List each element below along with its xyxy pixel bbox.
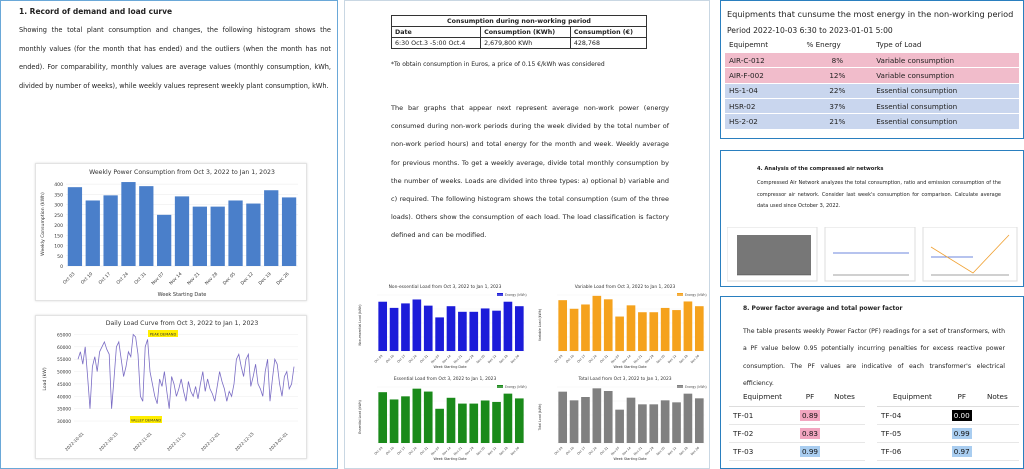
power-factor-section: [720, 296, 1024, 469]
x-tick-label: Oct 03: [373, 353, 384, 364]
x-tick-label: Nov 28: [464, 445, 475, 457]
x-tick-label: Oct 31: [133, 271, 148, 286]
chart-title: Variable Load from Oct 3, 2022 to Jan 1, 2023: [574, 285, 676, 290]
table-header: Notes: [976, 388, 1019, 406]
top-consumers-table: [725, 37, 1019, 130]
bar: [390, 399, 399, 443]
y-axis-label: Non-essential Load (kWh): [358, 304, 362, 346]
notes-cell: [824, 424, 865, 442]
notes-cell: [824, 442, 865, 460]
table-row: [725, 99, 1019, 114]
legend-label: Energy (kWh): [505, 385, 527, 389]
bar: [282, 197, 296, 266]
x-tick-label: Dec 12: [486, 353, 498, 365]
table-row: [877, 424, 1019, 442]
chart-title: Total Load from Oct 3, 2022 to Jan 1, 2023: [578, 377, 672, 382]
bar: [504, 302, 513, 351]
bar: [515, 398, 524, 443]
bar: [581, 304, 590, 351]
bar: [661, 400, 670, 443]
bar: [378, 392, 387, 443]
chart-title: Weekly Power Consumption from Oct 3, 2022 to Jan 1, 2023: [89, 169, 275, 176]
y-tick-label: 50: [57, 254, 63, 260]
section-title: 4. Analysis of the compressed air networks: [757, 166, 884, 172]
mini-chart-svg: [535, 281, 710, 371]
load-type-cell: Essential consumption: [872, 114, 1019, 129]
x-tick-label: 2022-10-01: [63, 431, 85, 452]
equipment-cell: AIR-C-012: [725, 52, 803, 67]
x-tick-label: Oct 17: [396, 445, 407, 456]
table-row: [729, 424, 865, 442]
table-row: [392, 38, 647, 49]
bar: [570, 400, 579, 443]
x-tick-label: 2023-01-01: [267, 431, 289, 452]
x-tick-label: Nov 21: [632, 445, 644, 457]
pf-value-cell: [948, 424, 976, 442]
daily-chart-svg: [36, 316, 308, 460]
table-header: Equipment: [729, 388, 796, 406]
x-tick-label: Oct 24: [407, 445, 418, 456]
bar: [558, 392, 567, 443]
bar: [447, 306, 456, 351]
air-thumb-fill: [737, 235, 811, 275]
y-tick-label: 40000: [57, 395, 71, 401]
bar: [695, 306, 704, 351]
energy-pct-cell: 12%: [803, 68, 873, 83]
bar: [413, 389, 422, 443]
non-working-consumption-section: [344, 0, 710, 469]
pf-value: 0.89: [801, 410, 818, 420]
table-row: [729, 442, 865, 460]
equipment-cell: HS-1-04: [725, 83, 803, 98]
chart-title: Daily Load Curve from Oct 3, 2022 to Jan 1, 2023: [105, 320, 259, 327]
bar: [661, 308, 670, 351]
x-axis-label: Week Starting Date: [613, 365, 647, 369]
equipment-cell: HS-2-02: [725, 114, 803, 129]
x-tick-label: Nov 14: [441, 445, 452, 457]
pf-value-cell: [796, 442, 824, 460]
bar: [435, 317, 444, 351]
x-tick-label: Dec 05: [222, 271, 237, 287]
x-tick-label: Oct 31: [599, 445, 609, 456]
bar: [378, 302, 387, 351]
y-tick-label: 400: [54, 183, 63, 189]
table-header: PF: [796, 388, 824, 406]
equipment-cell: TF-04: [877, 406, 948, 424]
table-header: Notes: [824, 388, 865, 406]
chart-title: Essential Load from Oct 3, 2022 to Jan 1, 2023: [393, 377, 497, 382]
y-tick-label: 300: [54, 203, 63, 209]
notes-cell: [976, 406, 1019, 424]
bar: [504, 394, 513, 443]
pf-value: 0.83: [801, 428, 818, 438]
x-tick-label: Nov 07: [609, 353, 621, 365]
bar: [175, 196, 189, 266]
x-tick-label: Oct 24: [587, 445, 598, 456]
pf-table-left: [729, 388, 865, 461]
y-axis-label: Weekly Consumption (kWh): [41, 192, 46, 256]
notes-cell: [976, 424, 1019, 442]
x-tick-label: Oct 31: [419, 353, 429, 364]
bar: [627, 398, 636, 443]
energy-pct-cell: 21%: [803, 114, 873, 129]
legend-swatch: [497, 293, 503, 296]
bar: [581, 397, 590, 443]
legend-swatch: [677, 293, 683, 296]
period-label: Period 2022-10-03 6:30 to 2023-01-01 5:00: [727, 26, 893, 35]
y-tick-label: 100: [54, 244, 63, 250]
bar: [695, 398, 704, 443]
legend-label: Energy (kWh): [505, 293, 527, 297]
load-type-cell: Essential consumption: [872, 83, 1019, 98]
table-header: Consumption (KWh): [481, 27, 571, 38]
table-cell: 6:30 Oct.3 -5:00 Oct.4: [392, 38, 481, 49]
energy-pct-cell: 37%: [803, 99, 873, 114]
energy-pct-cell: 8%: [803, 52, 873, 67]
bar: [604, 391, 613, 443]
notes-cell: [824, 406, 865, 424]
section-paragraph: The bar graphs that appear next represent average non-work power (energy consumed during non-work periods during the week divided by the total number of non-work period hours) and total energy for the month and week. Weekly average for previous months. To get a weekly average, divide total monthly consumption by the number of weeks. Loads are divided into three types: a) optional b) variable and c) required. The following histogram shows the total consumption (sum of the three loads). Others show the consumption of each load. The load classification is factory defined and can be modified.: [391, 104, 669, 240]
x-tick-label: Oct 24: [116, 271, 130, 286]
bar: [570, 309, 579, 351]
bar: [424, 392, 433, 443]
y-tick-label: 200: [54, 224, 63, 230]
x-tick-label: Nov 14: [621, 445, 632, 457]
x-tick-label: Oct 24: [407, 353, 418, 364]
x-tick-label: Dec 12: [486, 445, 498, 457]
section-title: 1. Record of demand and load curve: [19, 7, 173, 16]
x-tick-label: Oct 10: [564, 445, 575, 456]
price-note: *To obtain consumption in Euros, a price of 0.15 €/kWh was considered: [391, 61, 605, 68]
weekly-consumption-chart: [35, 163, 307, 301]
x-tick-label: 2022-11-01: [131, 431, 153, 452]
x-tick-label: Dec 05: [655, 445, 666, 457]
bar: [593, 388, 602, 443]
table-header: Equipemnt: [725, 37, 803, 52]
x-tick-label: Oct 10: [384, 445, 395, 456]
bar: [401, 303, 410, 351]
y-tick-label: 55000: [57, 358, 71, 364]
x-tick-label: Nov 28: [464, 353, 475, 365]
x-tick-label: Oct 31: [599, 353, 609, 364]
bar: [103, 195, 117, 266]
legend-label: Energy (kWh): [685, 293, 707, 297]
peak-demand-label: PEAK DEMAND: [149, 332, 177, 337]
table-cell: 2,679,800 KWh: [481, 38, 571, 49]
variable-load-chart: [535, 281, 710, 371]
pf-value-cell: [796, 406, 824, 424]
x-tick-label: Nov 28: [644, 353, 655, 365]
x-tick-label: Dec 12: [666, 445, 678, 457]
table-header: % Energy: [803, 37, 873, 52]
x-tick-label: Nov 21: [452, 353, 464, 365]
x-tick-label: Oct 17: [576, 445, 587, 456]
y-tick-label: 65000: [57, 333, 71, 339]
x-tick-label: Dec 12: [240, 271, 255, 287]
y-tick-label: 50000: [57, 370, 71, 376]
table-header: Date: [392, 27, 481, 38]
load-type-cell: Variable consumption: [872, 68, 1019, 83]
y-tick-label: 150: [54, 234, 63, 240]
bar: [401, 396, 410, 443]
table-header: Equipment: [877, 388, 948, 406]
legend-swatch: [677, 385, 683, 388]
section-title: Equipments that cunsume the most energy in the non-working period: [727, 9, 1014, 19]
y-tick-label: 45000: [57, 382, 71, 388]
energy-pct-cell: 22%: [803, 83, 873, 98]
x-tick-label: Nov 21: [632, 353, 644, 365]
x-tick-label: Oct 10: [80, 271, 95, 286]
y-tick-label: 350: [54, 193, 63, 199]
x-tick-label: Oct 17: [98, 271, 113, 286]
compressed-air-thumbnails: [727, 227, 1019, 283]
bar: [627, 305, 636, 351]
x-tick-label: Oct 31: [419, 445, 429, 456]
x-tick-label: Dec 05: [655, 353, 666, 365]
table-header: Consumption (€): [570, 27, 646, 38]
bar: [615, 410, 624, 443]
x-tick-label: Nov 28: [644, 445, 655, 457]
x-tick-label: Dec 05: [475, 445, 486, 457]
x-tick-label: Dec 19: [498, 445, 509, 457]
bar: [264, 190, 278, 266]
mini-chart-svg: [355, 373, 531, 463]
x-tick-label: Nov 07: [609, 445, 621, 457]
table-caption: Consumption during non-working period: [392, 16, 647, 27]
legend-swatch: [497, 385, 503, 388]
table-cell: 428,768: [570, 38, 646, 49]
pf-table-right: [877, 388, 1019, 461]
x-tick-label: Nov 21: [186, 271, 202, 287]
equipment-cell: TF-01: [729, 406, 796, 424]
bar: [139, 186, 153, 266]
bar: [390, 308, 399, 351]
x-tick-label: Oct 03: [553, 445, 564, 456]
bar: [558, 300, 567, 351]
bar: [469, 404, 478, 443]
pf-value-cell: [948, 406, 976, 424]
essential-load-chart: [355, 373, 531, 463]
table-row: [725, 68, 1019, 83]
bar: [649, 312, 658, 351]
bar: [481, 308, 490, 351]
x-tick-label: 2022-10-15: [97, 431, 119, 452]
equipment-cell: TF-03: [729, 442, 796, 460]
x-tick-label: Nov 07: [429, 353, 441, 365]
x-tick-label: Dec 26: [689, 445, 701, 457]
x-tick-label: Dec 19: [678, 445, 689, 457]
bar: [469, 312, 478, 351]
bar: [86, 200, 100, 266]
x-tick-label: Oct 03: [62, 271, 77, 286]
bar: [121, 182, 135, 266]
bar: [649, 404, 658, 443]
bar: [492, 311, 501, 351]
equipment-cell: TF-05: [877, 424, 948, 442]
bar: [615, 317, 624, 351]
x-tick-label: Nov 21: [452, 445, 464, 457]
table-row: [729, 406, 865, 424]
mini-chart-svg: [535, 373, 710, 463]
x-tick-label: Dec 05: [475, 353, 486, 365]
equipment-cell: AIR-F-002: [725, 68, 803, 83]
section-title: 8. Power factor average and total power factor: [743, 305, 903, 312]
x-tick-label: Oct 10: [564, 353, 575, 364]
pf-value: 0.00: [953, 410, 970, 420]
bar: [492, 402, 501, 443]
daily-load-chart: [35, 315, 307, 459]
x-tick-label: Dec 26: [509, 445, 521, 457]
y-tick-label: 0: [60, 265, 63, 270]
consumption-table: [391, 15, 647, 49]
x-tick-label: Nov 14: [168, 271, 184, 287]
bar: [447, 398, 456, 443]
bar: [157, 215, 171, 266]
y-axis-label: Total Load (kWh): [538, 403, 542, 431]
pf-value: 0.97: [953, 446, 970, 456]
bar: [638, 404, 647, 443]
equipment-cell: TF-02: [729, 424, 796, 442]
load-type-cell: Essential consumption: [872, 99, 1019, 114]
load-type-cell: Variable consumption: [872, 52, 1019, 67]
bar: [684, 394, 693, 443]
mini-chart-svg: [355, 281, 531, 371]
chart-title: Non-essential Load from Oct 3, 2022 to Jan 1, 2023: [388, 285, 502, 290]
bar: [515, 306, 524, 351]
bar: [672, 402, 681, 443]
bar: [246, 204, 260, 266]
x-tick-label: Nov 14: [441, 353, 452, 365]
y-axis-label: Variable Load (kWh): [538, 308, 542, 342]
bar: [193, 207, 207, 266]
air-thumb-ratio: [825, 227, 915, 281]
bar: [435, 409, 444, 443]
compressed-air-section: [720, 150, 1024, 287]
x-tick-label: 2022-12-15: [233, 431, 255, 452]
weekly-chart-svg: [36, 164, 308, 302]
bar: [604, 299, 613, 351]
equipment-cell: TF-06: [877, 442, 948, 460]
table-row: [725, 52, 1019, 67]
x-tick-label: Oct 17: [576, 353, 587, 364]
pf-value-cell: [948, 442, 976, 460]
x-tick-label: Nov 14: [621, 353, 632, 365]
x-tick-label: Dec 19: [258, 271, 273, 287]
table-row: [725, 83, 1019, 98]
x-tick-label: Nov 28: [204, 271, 220, 287]
x-axis-label: Week Starting Date: [157, 292, 207, 298]
bar: [424, 306, 433, 351]
table-header: Type of Load: [872, 37, 1019, 52]
bar: [228, 200, 242, 266]
equipment-cell: HSR-02: [725, 99, 803, 114]
table-row: [725, 114, 1019, 129]
x-tick-label: Dec 19: [678, 353, 689, 365]
bar: [68, 187, 82, 266]
x-tick-label: 2022-11-15: [165, 431, 187, 452]
notes-cell: [976, 442, 1019, 460]
air-thumb-consumption: [727, 227, 817, 281]
x-axis-label: Week Starting Date: [433, 365, 467, 369]
section-paragraph: The table presents weekly Power Factor (PF) readings for a set of transformers, with a PF value below 0.95 potentially incurring penalties for excess reactive power consumption. The PF values are indicative of each transformer's electrical efficiency.: [743, 328, 1005, 388]
x-tick-label: Oct 03: [553, 353, 564, 364]
legend-label: Energy (kWh): [685, 385, 707, 389]
x-axis-label: Week Starting Date: [613, 457, 647, 461]
bar: [458, 404, 467, 443]
table-row: [877, 442, 1019, 460]
x-tick-label: Oct 17: [396, 353, 407, 364]
x-tick-label: Nov 07: [429, 445, 441, 457]
air-thumb-emission: [923, 227, 1017, 281]
x-tick-label: Oct 03: [373, 445, 384, 456]
y-tick-label: 35000: [57, 407, 71, 413]
pf-value: 0.99: [801, 446, 818, 456]
x-axis-label: Week Starting Date: [433, 457, 467, 461]
y-tick-label: 250: [54, 213, 63, 219]
non-essential-load-chart: [355, 281, 531, 371]
bar: [413, 299, 422, 351]
valley-demand-label: VALLEY DEMAND: [130, 418, 162, 423]
x-tick-label: Oct 10: [384, 353, 395, 364]
section-paragraph: Showing the total plant consumption and changes, the following histogram shows the monthly values (for the month that has ended) and the outliers (when the month has not ended). For comparability, monthly values are average values (monthly consumption, kWh, divided by number of weeks), while weekly values represent weekly plant consumption, kWh.: [19, 26, 331, 90]
x-tick-label: Dec 26: [689, 353, 701, 365]
bar: [481, 400, 490, 443]
x-tick-label: Oct 24: [587, 353, 598, 364]
bar: [593, 296, 602, 351]
bar: [672, 310, 681, 351]
x-tick-label: Dec 26: [276, 271, 291, 287]
x-tick-label: Dec 19: [498, 353, 509, 365]
pf-value-cell: [796, 424, 824, 442]
bar: [458, 312, 467, 351]
bar: [638, 312, 647, 351]
total-load-chart: [535, 373, 710, 463]
top-consumers-section: [720, 0, 1024, 139]
y-tick-label: 30000: [57, 420, 71, 426]
x-tick-label: Dec 26: [509, 353, 521, 365]
table-row: [877, 406, 1019, 424]
pf-value: 0.99: [953, 428, 970, 438]
y-axis-label: Essential Load (kWh): [358, 400, 362, 434]
table-header: PF: [948, 388, 976, 406]
demand-load-section: [0, 0, 338, 469]
section-paragraph: Compressed Air Network analyzes the total consumption, ratio and emission consumption of the compressor air network. Consider last week's consumption for comparison. Calculate average data used since October 3, 2022.: [757, 180, 1001, 210]
x-tick-label: Dec 12: [666, 353, 678, 365]
y-tick-label: 60000: [57, 345, 71, 351]
bar: [684, 301, 693, 351]
y-axis-label: Load (kW): [43, 367, 48, 391]
bar: [211, 207, 225, 266]
x-tick-label: Nov 07: [151, 271, 166, 287]
x-tick-label: 2022-12-01: [199, 431, 221, 452]
